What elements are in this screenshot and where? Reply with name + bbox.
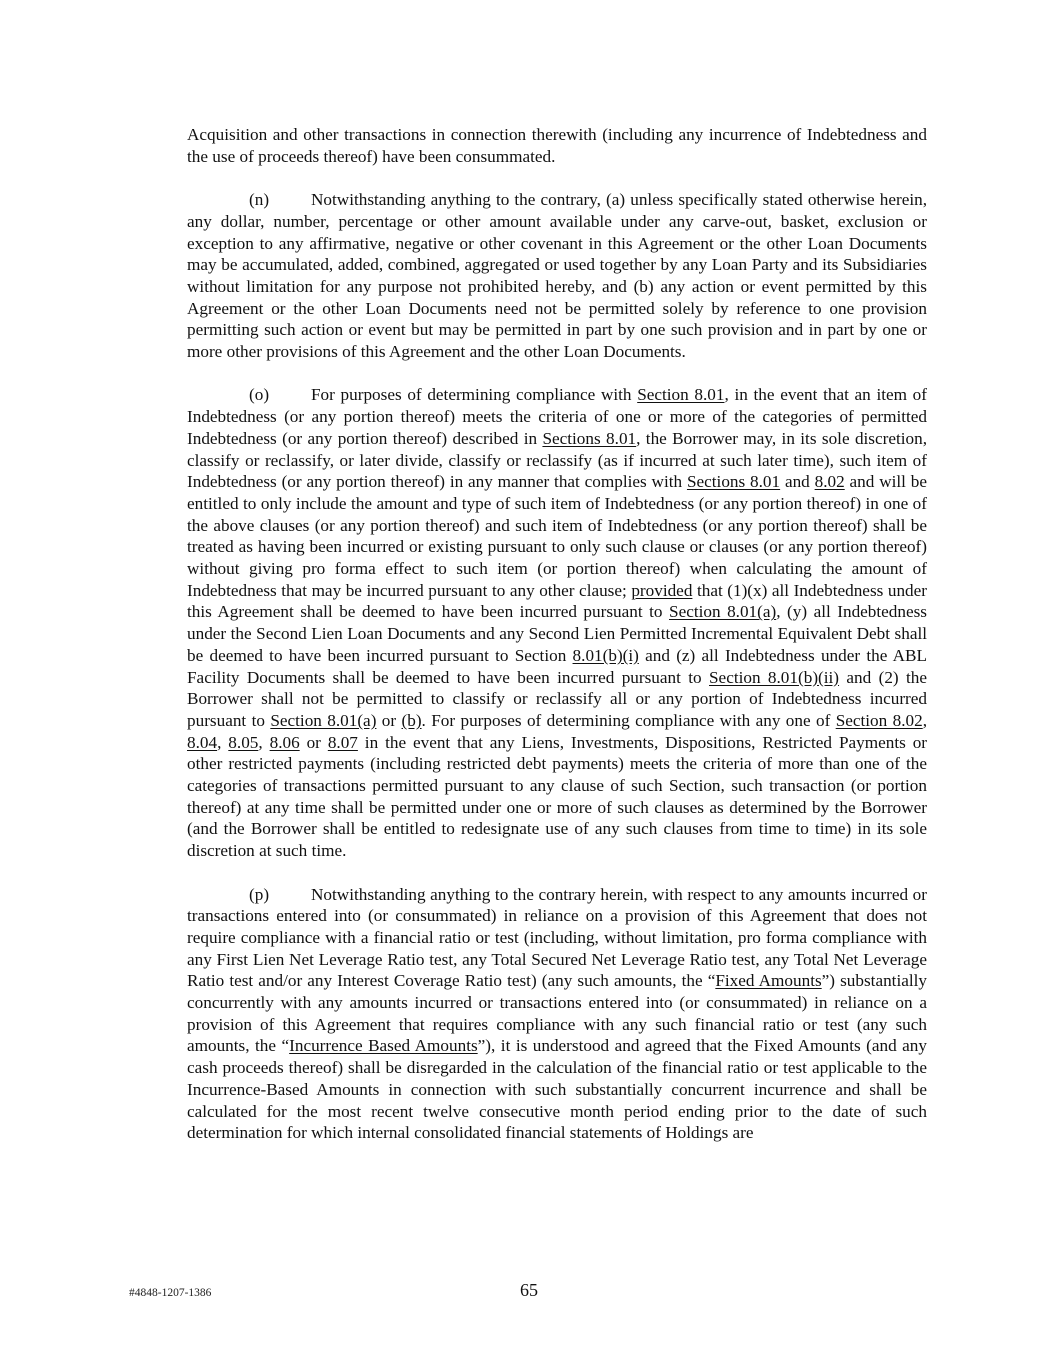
clause-label: (p) (249, 884, 270, 904)
text-run: or (299, 732, 328, 752)
section-reference: Section 8.01 (637, 385, 725, 405)
paragraph-o (187, 384, 927, 861)
clause-label: (n) (249, 190, 270, 210)
text-run: in the event that any Liens, Investments, Dispositions, Restricted Payments or other restricted payments (including restricted debt payments) meets the criteria of more than one of the categories of transactions permitted pursuant to any clause of such Section, such transaction (or portion thereof) at any time shall be permitted under one or more of such clauses as determined by the Borrower (and the Borrower shall be entitled to redesignate use of any such clauses from time to time) in its sole discretion at such time. (187, 732, 928, 861)
paragraph-p (187, 884, 927, 1144)
text-run: , (922, 710, 927, 730)
section-reference: (b) (401, 710, 422, 730)
section-reference: 8.06 (269, 732, 300, 752)
text-run: , in the event that an item of Indebtedness (or any portion thereof) meets the criteria of one or more of the categories of permitted Indebtedness (or any portion thereof) described in (187, 385, 927, 448)
text-run: and (z) all Indebtedness under the ABL Facility Documents shall be deemed to have been incurred pursuant to (187, 645, 927, 687)
paragraph-n (187, 189, 927, 363)
text-run: ”), it is understood and agreed that the Fixed Amounts (and any cash proceeds thereof) shall be disregarded in the calculation of the financial ratio or test applicable to the Incurrence-Based Amounts in connection with such substantially concurrent incurrence and shall be calculated for the most recent twelve consecutive month period ending prior to the date of such determination for which internal consolidated financial statements of Holdings are (187, 1036, 927, 1143)
section-reference: Section 8.01(b)(ii) (709, 667, 840, 687)
section-reference: provided (631, 580, 693, 600)
section-reference: Section 8.01(a) (270, 710, 377, 730)
page-number: 65 (520, 1280, 538, 1300)
section-reference: Section 8.02 (835, 710, 923, 730)
section-reference: Sections 8.01 (686, 472, 781, 492)
section-reference: Fixed Amounts (715, 971, 822, 991)
document-body (187, 124, 927, 1166)
text-run: , (258, 732, 270, 752)
text-run: that (1)(x) all Indebtedness under this Agreement shall be deemed to have been incurred pursuant to (187, 580, 927, 622)
section-reference: 8.07 (327, 732, 358, 752)
text-run: For purposes of determining compliance with (311, 385, 638, 405)
text-run: and will be entitled to only include the amount and type of such item of Indebtedness (or any portion thereof) in one of the above clauses (or any portion thereof) and such item of Indebtedness (or any portion thereof) shall be treated as having been incurred or existing pursuant to only such clause or clauses (or any portion thereof) without giving pro forma effect to such item (or portion thereof) when calculating the amount of Indebtedness that may be incurred pursuant to any other clause; (187, 472, 927, 600)
text-run: ”) substantially concurrently with any amounts incurred or transactions entered into (or consummated) in reliance on a provision of this Agreement that requires compliance with any such financial ratio or test (any such amounts, the “ (187, 971, 927, 1056)
text-run: and (780, 472, 815, 492)
text-run: , (y) all Indebtedness under the Second Lien Loan Documents and any Second Lien Permitted Incremental Equivalent Debt shall be deemed to have been incurred pursuant to Section (187, 602, 927, 665)
section-reference: Sections 8.01 (542, 428, 637, 448)
text-run: . For purposes of determining compliance with any one of (421, 710, 836, 730)
clause-label: (o) (249, 385, 270, 405)
text-run: and (2) the Borrower shall not be permitted to classify or reclassify all or any portion of Indebtedness incurred pursuant to (187, 667, 927, 730)
text-run: or (376, 710, 402, 730)
text-run: Notwithstanding anything to the contrary, (a) unless specifically stated otherwise herein, any dollar, number, percentage or other amount available under any carve-out, basket, exclusion or exception to any affirmative, negative or other covenant in this Agreement or the other Loan Documents may be accumulated, added, combined, aggregated or used together by any Loan Party and its Subsidiaries without limitation for any purpose not prohibited hereby, and (b) any action or event permitted by this Agreement or the other Loan Documents need not be permitted solely by reference to one provision permitting such action or event but may be permitted in part by one such provision and in part by one or more other provisions of this Agreement and the other Loan Documents. (187, 190, 927, 362)
section-reference: 8.02 (814, 472, 845, 492)
section-reference: Incurrence Based Amounts (289, 1036, 478, 1056)
section-reference: 8.05 (228, 732, 259, 752)
text-run: , the Borrower may, in its sole discretion, classify or reclassify, or later divide, classify or reclassify (as if incurred at such later time), such item of Indebtedness (or any portion thereof) in any manner that complies with (187, 428, 928, 492)
text-run: Acquisition and other transactions in connection therewith (including any incurrence of Indebtedness and the use of proceeds thereof) have been consummated. (187, 125, 927, 166)
section-reference: Section 8.01(a) (669, 602, 777, 622)
paragraph-cont (187, 124, 927, 167)
text-run: Notwithstanding anything to the contrary herein, with respect to any amounts incurred or transactions entered into (or consummated) in reliance on a provision of this Agreement that does not require compliance with a financial ratio or test (including, without limitation, pro forma compliance with any First Lien Net Leverage Ratio test, any Total Secured Net Leverage Ratio test, any Total Net Leverage Ratio test and/or any Interest Coverage Ratio test) (any such amounts, the “ (187, 884, 927, 991)
section-reference: 8.04 (187, 732, 218, 752)
section-reference: 8.01(b)(i) (572, 645, 639, 665)
document-id: #4848-1207-1386 (129, 1287, 212, 1299)
text-run: , (217, 732, 229, 752)
